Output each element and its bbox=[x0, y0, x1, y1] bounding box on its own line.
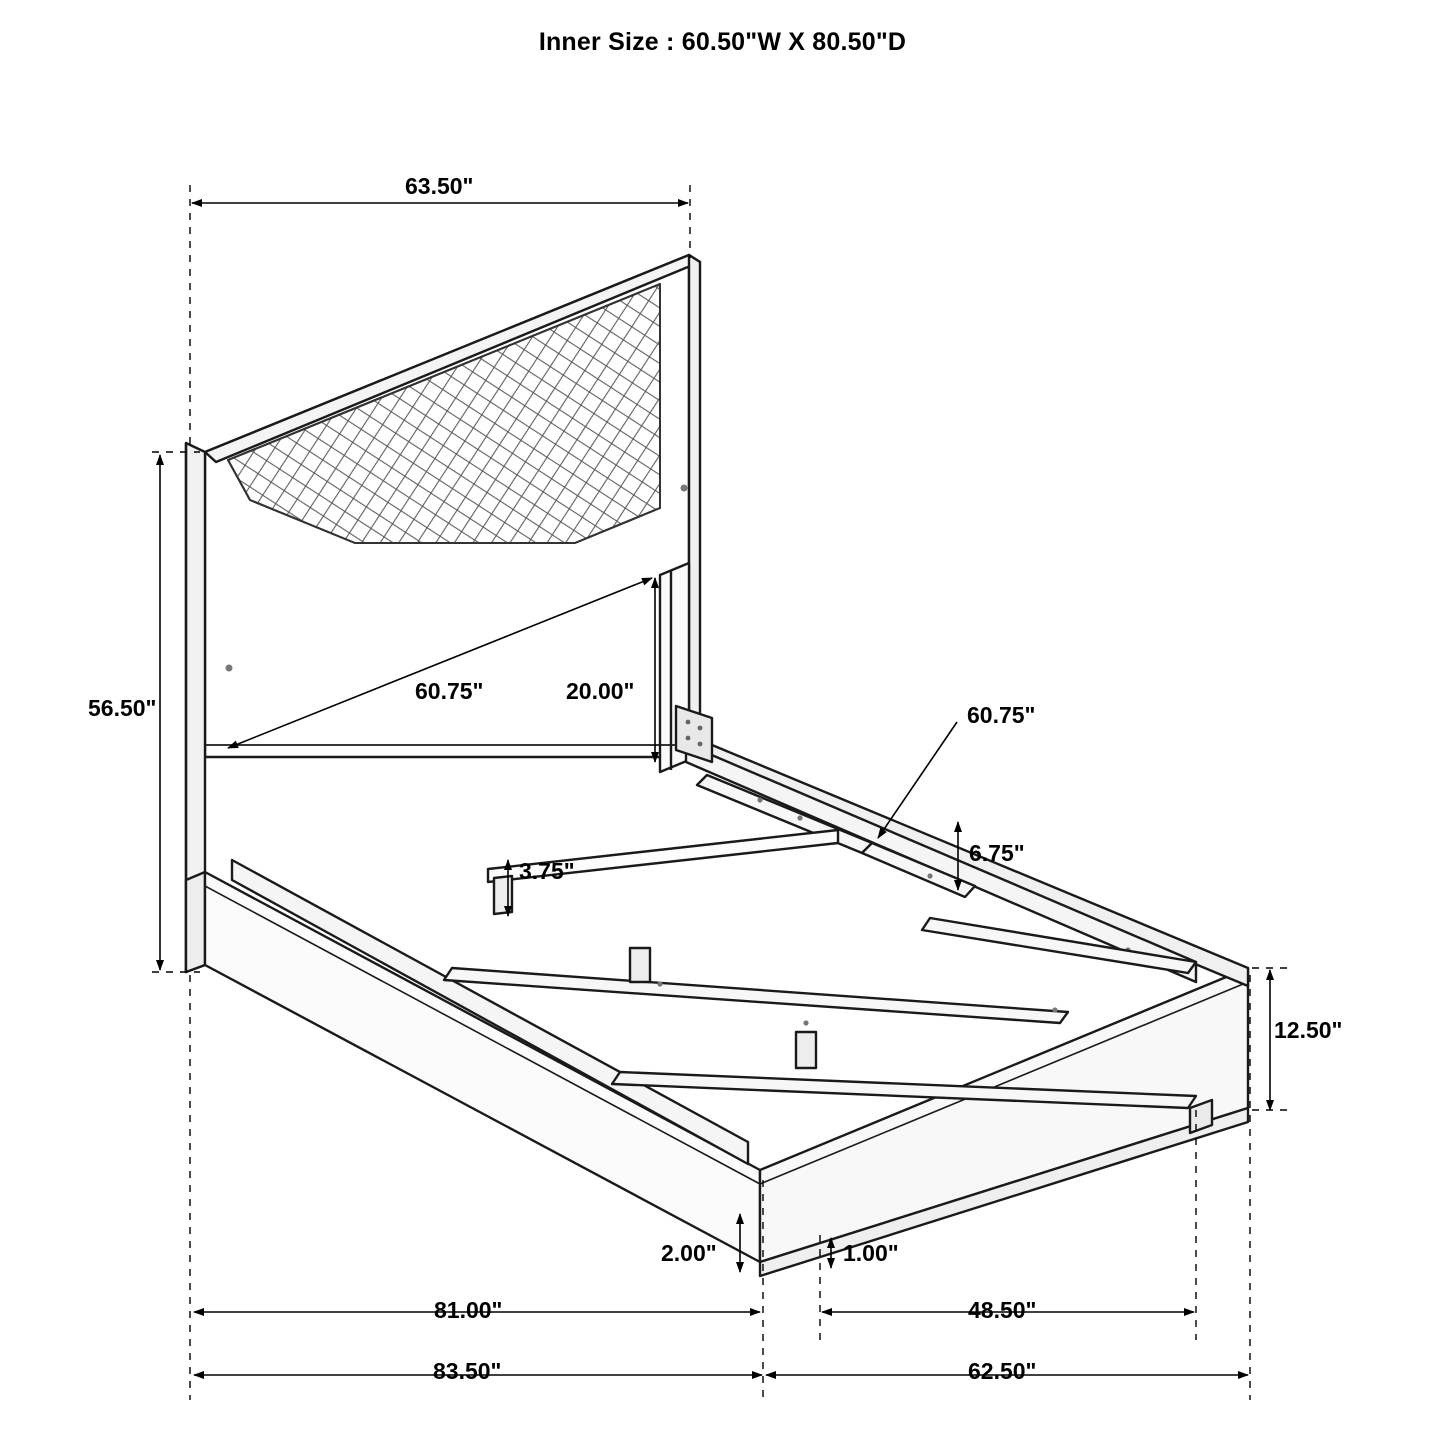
dimension-label-headboard-panel-height: 20.00" bbox=[566, 678, 635, 704]
dimension-label-side-depth: 48.50" bbox=[968, 1297, 1037, 1323]
bed-geometry bbox=[186, 255, 1248, 1276]
dimension-label-frame-length-inner: 81.00" bbox=[434, 1297, 503, 1323]
dimension-label-overall-depth: 62.50" bbox=[968, 1358, 1037, 1384]
dimension-label-rail-height: 6.75" bbox=[969, 840, 1025, 866]
dimension-label-foot-thickness: 1.00" bbox=[843, 1240, 899, 1266]
dimension-label-overall-height: 56.50" bbox=[88, 695, 157, 721]
dimension-label-headboard-panel-width: 60.75" bbox=[415, 678, 484, 704]
dimension-label-overall-length: 83.50" bbox=[433, 1358, 502, 1384]
dimension-label-headboard-width: 63.50" bbox=[405, 173, 474, 199]
dimension-label-slat-width: 60.75" bbox=[967, 702, 1036, 728]
dimension-label-center-leg-height: 3.75" bbox=[519, 858, 575, 884]
page-title: Inner Size : 60.50"W X 80.50"D bbox=[538, 28, 907, 56]
dimension-label-foot-clearance: 2.00" bbox=[661, 1240, 717, 1266]
dimension-label-footboard-height: 12.50" bbox=[1274, 1017, 1343, 1043]
